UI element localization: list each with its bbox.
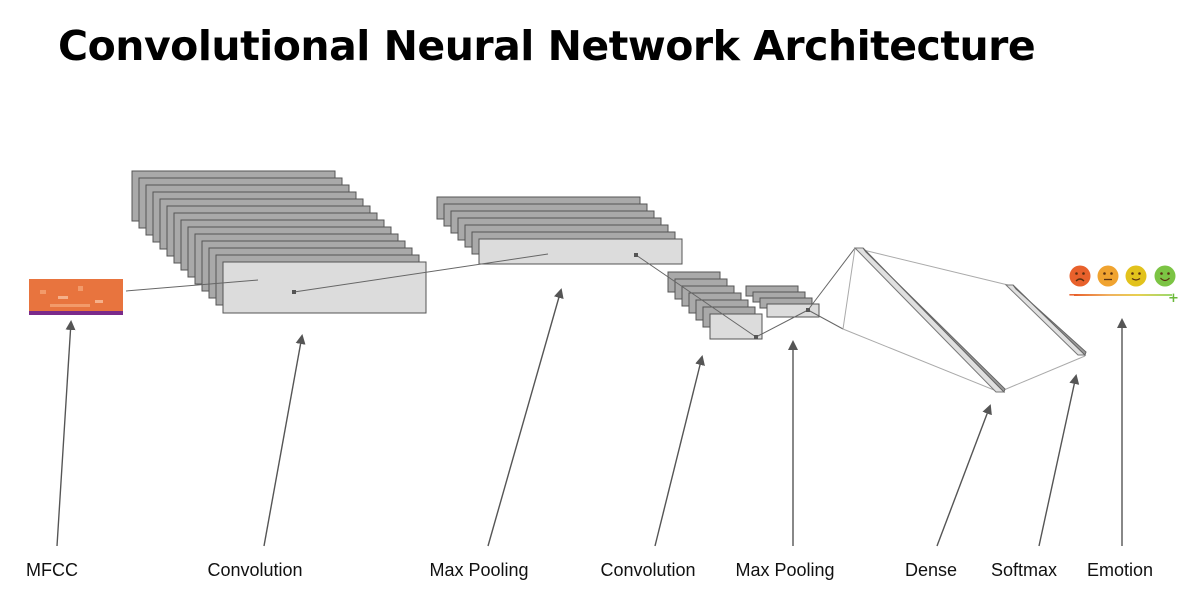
face-neutral-icon [1098, 266, 1119, 287]
label-dense: Dense [904, 560, 958, 580]
face-sad-icon [1070, 266, 1091, 287]
label-softmax: Softmax [990, 560, 1058, 580]
arrow-conv1 [264, 336, 302, 546]
arrow-mfcc [57, 322, 71, 546]
pool2-feature-maps [746, 286, 819, 317]
arrow-dense [937, 406, 990, 546]
arrow-softmax [1039, 376, 1076, 546]
conv2-feature-maps [668, 272, 762, 339]
slide-title: Convolutional Neural Network Architecture [58, 22, 1036, 70]
arrow-pool1 [488, 290, 561, 546]
label-mfcc: MFCC [26, 560, 78, 580]
pool1-feature-maps [437, 197, 682, 264]
label-arrows [57, 290, 1122, 546]
dense-layer-bar [855, 248, 1005, 392]
emotion-scale [1068, 266, 1179, 307]
mfcc-spectrogram [29, 279, 123, 315]
label-pool1: Max Pooling [429, 560, 529, 580]
arrow-conv2 [655, 357, 702, 546]
scale-plus-sign: + [1168, 291, 1179, 306]
conv1-feature-maps [132, 171, 426, 313]
emotion-gradient-bar [1074, 294, 1172, 296]
label-conv2: Convolution [600, 560, 696, 580]
label-pool2: Max Pooling [735, 560, 835, 580]
scale-minus-sign: − [1068, 288, 1079, 303]
face-slightly-happy-icon [1126, 266, 1147, 287]
label-conv1: Convolution [207, 560, 303, 580]
face-happy-icon [1155, 266, 1176, 287]
label-emotion: Emotion [1086, 560, 1154, 580]
